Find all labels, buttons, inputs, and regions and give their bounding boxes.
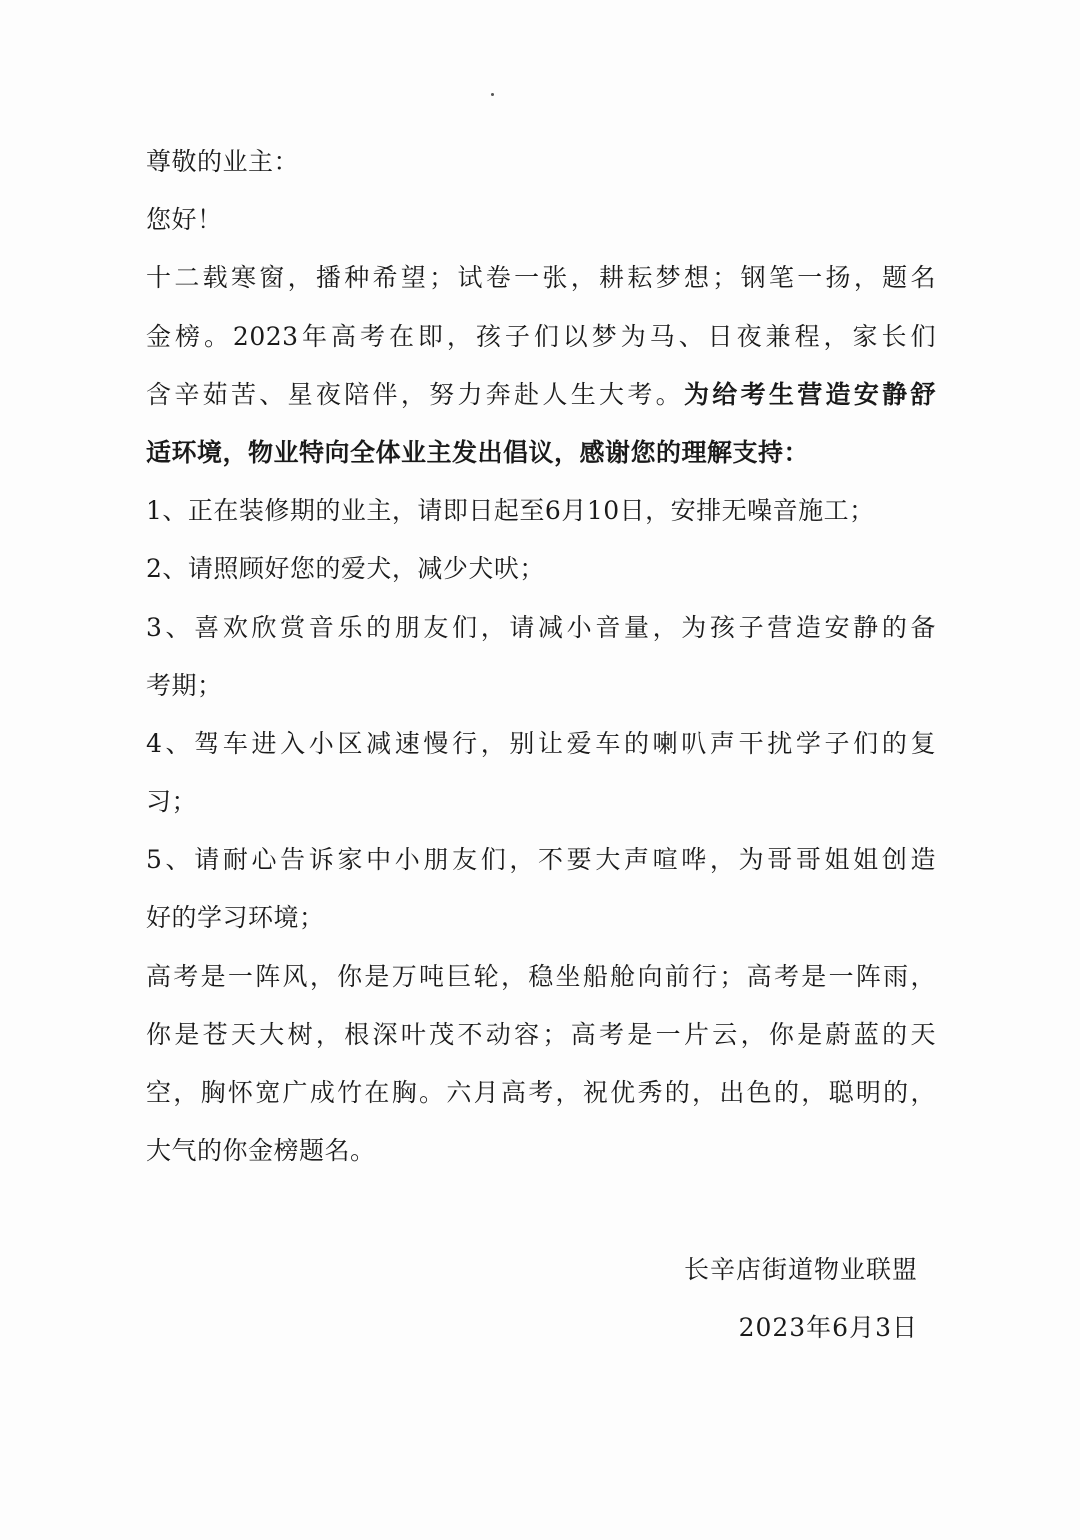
item-1: 1、正在装修期的业主，请即日起至6月10日，安排无噪音施工； <box>146 496 875 526</box>
intro-line-3 <box>146 366 936 424</box>
closing-line-4: 大气的你金榜题名。 <box>146 1136 376 1166</box>
item-5-line-1: 5、请耐心告诉家中小朋友们，不要大声喧哗，为哥哥姐姐创造 <box>146 845 936 875</box>
scan-speck <box>491 93 494 96</box>
intro-line-1: 十二载寒窗，播种希望；试卷一张，耕耘梦想；钢笔一扬，题名 <box>146 263 936 293</box>
closing-line-2: 你是苍天大树，根深叶茂不动容；高考是一片云，你是蔚蓝的天 <box>146 1019 936 1049</box>
item-2: 2、请照顾好您的爱犬，减少犬吠； <box>146 554 545 584</box>
intro-line-3-bold: 为给考生营造安静舒 <box>683 379 936 409</box>
item-3-line-2: 考期； <box>146 670 223 700</box>
item-5-line-2: 好的学习环境； <box>146 903 325 933</box>
signature-organization: 长辛店街道物业联盟 <box>683 1255 918 1284</box>
signature-date: 2023年6月3日 <box>738 1313 918 1342</box>
closing-line-3: 空，胸怀宽广成竹在胸。六月高考，祝优秀的，出色的，聪明的， <box>146 1078 936 1107</box>
salutation: 尊敬的业主： <box>146 147 300 176</box>
item-4-line-1: 4、驾车进入小区减速慢行，别让爱车的喇叭声干扰学子们的复 <box>146 728 936 758</box>
intro-line-4-bold: 适环境，物业特向全体业主发出倡议，感谢您的理解支持： <box>146 437 810 467</box>
greeting: 您好！ <box>146 205 223 235</box>
letter-body <box>146 133 936 1180</box>
item-4-line-2: 习； <box>146 787 198 817</box>
closing-line-1: 高考是一阵风，你是万吨巨轮，稳坐船舱向前行；高考是一阵雨， <box>146 961 936 991</box>
item-3-line-1: 3、喜欢欣赏音乐的朋友们，请减小音量，为孩子营造安静的备 <box>146 612 936 642</box>
intro-line-2: 金榜。2023年高考在即，孩子们以梦为马、日夜兼程，家长们 <box>146 321 936 351</box>
intro-line-3-normal: 含辛茹苦、星夜陪伴，努力奔赴人生大考。 <box>146 379 684 409</box>
